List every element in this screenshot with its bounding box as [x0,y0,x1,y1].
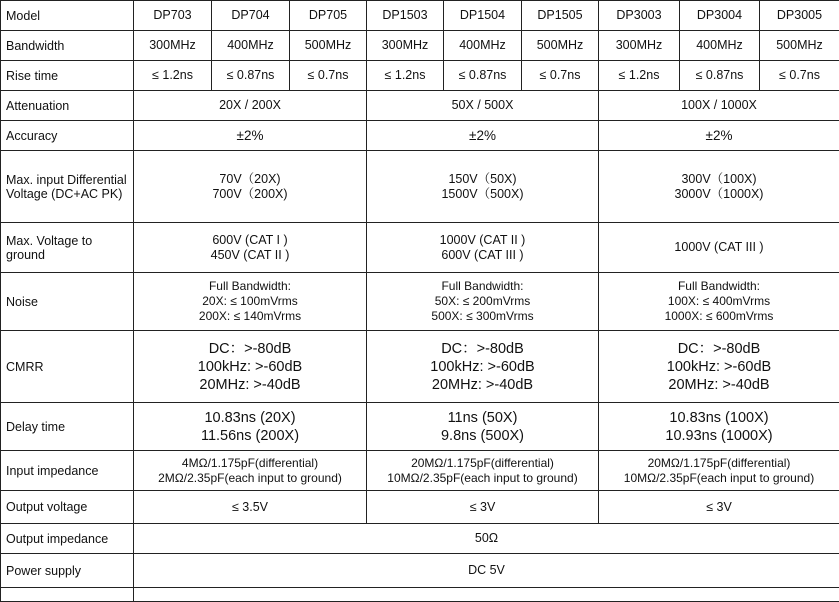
value-line: 9.8ns (500X) [370,427,595,445]
value-line: Full Bandwidth: [602,279,836,294]
rise-time-cell: ≤ 1.2ns [367,61,444,91]
rise-time-cell: ≤ 0.87ns [680,61,760,91]
value-line: 10.93ns (1000X) [602,427,836,445]
rise-time-cell: ≤ 1.2ns [599,61,680,91]
row-label: Accuracy [1,121,134,151]
accuracy-cell: ±2% [134,121,367,151]
bandwidth-cell: 500MHz [290,31,367,61]
row-max-input [1,151,839,223]
row-accuracy [1,121,839,151]
value-line: 100kHz: >-60dB [602,358,836,376]
value-line: 11.56ns (200X) [137,427,363,445]
attenuation-cell: 100X / 1000X [599,91,839,121]
noise-cell [599,273,839,331]
row-input-impedance [1,451,839,491]
model-cell: DP705 [290,1,367,31]
input-impedance-cell [599,451,839,491]
rise-time-cell: ≤ 0.7ns [760,61,839,91]
value-line: 150V（50X) [370,172,595,187]
cmrr-cell [599,331,839,403]
bandwidth-cell: 500MHz [760,31,839,61]
value-line: 1000V (CAT III ) [602,240,836,255]
model-cell: DP1505 [522,1,599,31]
row-label: Noise [1,273,134,331]
power-supply-cell: DC 5V [134,554,839,588]
value-line: 3000V（1000X) [602,187,836,202]
value-line: 11ns (50X) [370,409,595,427]
value-line: 100kHz: >-60dB [137,358,363,376]
row-model [1,1,839,31]
max-input-cell [134,151,367,223]
row-rise-time [1,61,839,91]
max-ground-cell [134,223,367,273]
row-label: Bandwidth [1,31,134,61]
model-cell: DP1504 [444,1,522,31]
input-impedance-cell [367,451,599,491]
output-voltage-cell: ≤ 3V [367,491,599,524]
value-line: Full Bandwidth: [137,279,363,294]
model-cell: DP1503 [367,1,444,31]
bandwidth-cell: 400MHz [212,31,290,61]
value-line: 20MΩ/1.175pF(differential) [602,456,836,471]
row-label: Max. Voltage to ground [1,223,134,273]
value-line: 50X: ≤ 200mVrms [370,294,595,309]
delay-cell [599,403,839,451]
value-line: 1000X: ≤ 600mVrms [602,309,836,324]
value-line: 10MΩ/2.35pF(each input to ground) [370,471,595,486]
row-label: Output impedance [1,524,134,554]
noise-cell [367,273,599,331]
accuracy-cell: ±2% [599,121,839,151]
value-line: 200X: ≤ 140mVrms [137,309,363,324]
value-line: 700V（200X) [137,187,363,202]
row-delay-time [1,403,839,451]
value-line: 20MΩ/1.175pF(differential) [370,456,595,471]
row-cmrr [1,331,839,403]
value-line: 10.83ns (20X) [137,409,363,427]
row-label: Output voltage [1,491,134,524]
rise-time-cell: ≤ 0.87ns [444,61,522,91]
max-input-cell [599,151,839,223]
row-output-voltage [1,491,839,524]
attenuation-cell: 50X / 500X [367,91,599,121]
value-line: 1500V（500X) [370,187,595,202]
row-label: Rise time [1,61,134,91]
delay-cell [367,403,599,451]
noise-cell [134,273,367,331]
value-line: 100kHz: >-60dB [370,358,595,376]
value-line: 10.83ns (100X) [602,409,836,427]
row-label: Delay time [1,403,134,451]
value-line: 20MHz: >-40dB [602,376,836,394]
row-label: Attenuation [1,91,134,121]
value-line: 600V (CAT III ) [370,248,595,263]
value-line: 450V (CAT II ) [137,248,363,263]
value-line: 70V（20X) [137,172,363,187]
value-line: 4MΩ/1.175pF(differential) [137,456,363,471]
row-cutoff [1,588,839,602]
value-line: 500X: ≤ 300mVrms [370,309,595,324]
accuracy-cell: ±2% [367,121,599,151]
value-line: 20MHz: >-40dB [137,376,363,394]
value-line: Full Bandwidth: [370,279,595,294]
row-label: Power supply [1,554,134,588]
model-cell: DP704 [212,1,290,31]
bandwidth-cell: 300MHz [367,31,444,61]
row-label: Max. input Differential Voltage (DC+AC PK) [1,151,134,223]
model-cell: DP3004 [680,1,760,31]
max-input-cell [367,151,599,223]
value-line: DC：>-80dB [370,340,595,358]
rise-time-cell: ≤ 0.7ns [290,61,367,91]
bandwidth-cell: 400MHz [680,31,760,61]
row-max-ground [1,223,839,273]
output-impedance-cell: 50Ω [134,524,839,554]
bandwidth-cell: 300MHz [134,31,212,61]
value-line: 100X: ≤ 400mVrms [602,294,836,309]
value-line: 2MΩ/2.35pF(each input to ground) [137,471,363,486]
model-cell: DP3005 [760,1,839,31]
bandwidth-cell: 500MHz [522,31,599,61]
cmrr-cell [134,331,367,403]
value-line: 20X: ≤ 100mVrms [137,294,363,309]
attenuation-cell: 20X / 200X [134,91,367,121]
cutoff-cell [134,588,839,602]
row-label: Model [1,1,134,31]
max-ground-cell [367,223,599,273]
value-line: 1000V (CAT II ) [370,233,595,248]
row-power-supply [1,554,839,588]
input-impedance-cell [134,451,367,491]
cmrr-cell [367,331,599,403]
model-cell: DP703 [134,1,212,31]
rise-time-cell: ≤ 0.87ns [212,61,290,91]
rise-time-cell: ≤ 1.2ns [134,61,212,91]
row-attenuation [1,91,839,121]
delay-cell [134,403,367,451]
row-output-impedance [1,524,839,554]
rise-time-cell: ≤ 0.7ns [522,61,599,91]
output-voltage-cell: ≤ 3V [599,491,839,524]
output-voltage-cell: ≤ 3.5V [134,491,367,524]
row-bandwidth [1,31,839,61]
bandwidth-cell: 400MHz [444,31,522,61]
row-label: CMRR [1,331,134,403]
value-line: 600V (CAT I ) [137,233,363,248]
row-label [1,588,134,602]
max-ground-cell [599,223,839,273]
model-cell: DP3003 [599,1,680,31]
value-line: DC：>-80dB [137,340,363,358]
row-noise [1,273,839,331]
value-line: 20MHz: >-40dB [370,376,595,394]
bandwidth-cell: 300MHz [599,31,680,61]
row-label: Input impedance [1,451,134,491]
value-line: 10MΩ/2.35pF(each input to ground) [602,471,836,486]
value-line: 300V（100X) [602,172,836,187]
value-line: DC：>-80dB [602,340,836,358]
